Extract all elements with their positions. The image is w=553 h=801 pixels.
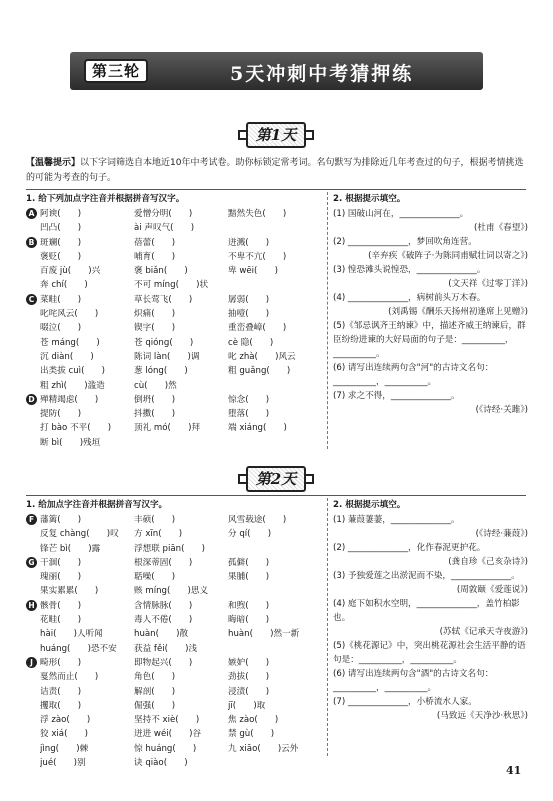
word-row	[40, 670, 322, 684]
fill-item	[333, 319, 528, 361]
word-row	[40, 393, 322, 407]
word-item: 倒坍( )	[134, 394, 176, 405]
word-row	[40, 570, 322, 584]
day1-heading	[238, 122, 314, 148]
word-item: 晦暗( )	[228, 615, 270, 626]
word-item: 哺育( )	[134, 251, 176, 262]
word-row	[40, 250, 322, 264]
word-item: cù( )然	[134, 380, 177, 391]
word-item: 惊 huáng( )	[134, 743, 197, 754]
round-badge: 第三轮	[84, 59, 148, 83]
word-item: 坚持不 xiè( )	[134, 715, 200, 726]
word-item: 毒人不倦( )	[134, 615, 193, 626]
day1-q2	[333, 192, 528, 417]
word-row	[40, 613, 322, 627]
word-item	[134, 436, 228, 450]
fill-item	[333, 541, 528, 569]
fill-source: (杜甫《春望》)	[474, 223, 528, 233]
word-item: 获益 fěi( )浅	[134, 643, 198, 654]
word-item	[228, 379, 322, 393]
fill-item	[333, 597, 528, 639]
fill-item	[333, 513, 528, 541]
word-item: 卑 wēi( )	[228, 266, 278, 277]
word-row	[40, 742, 322, 756]
word-item: 出类拔 cuì( )	[40, 366, 105, 377]
word-row	[40, 584, 322, 598]
word-item: 禁 gù( )	[228, 729, 275, 740]
fill-item	[333, 263, 528, 291]
word-item: 赅 míng( )思义	[134, 586, 209, 597]
word-item: 干涸( )	[40, 557, 82, 568]
word-row	[40, 627, 322, 641]
word-item: 叱咤风云( )	[40, 309, 99, 320]
fill-source: (辛弃疾《破阵子·为陈同甫赋壮词以寄之》)	[368, 251, 528, 261]
word-item: 粗 zhì( )滥造	[40, 380, 105, 391]
word-item: 戛然而止( )	[40, 672, 99, 683]
word-item: 丰硕( )	[134, 515, 176, 525]
fill-item	[333, 361, 528, 389]
word-item: 锋芒 bì( )露	[40, 543, 101, 554]
word-item: 孱弱( )	[228, 294, 270, 305]
fill-line: (1) 国破山河在，______________。	[333, 209, 469, 219]
word-item: 劲拔( )	[228, 672, 270, 683]
word-item	[228, 542, 322, 556]
word-group	[26, 393, 322, 450]
fill-source: (马致远《天净沙·秋思》)	[436, 711, 528, 721]
word-item: 啜泣( )	[40, 323, 82, 334]
banner-title: 5天冲刺中考猜押练	[230, 63, 414, 85]
day2-q1	[26, 498, 322, 770]
word-row	[40, 221, 322, 235]
group-marker: D	[26, 394, 37, 405]
word-item: 浮想联 piān( )	[134, 543, 205, 554]
word-item: 九 xiāo( )云外	[228, 743, 299, 754]
word-row	[40, 685, 322, 699]
word-row	[40, 656, 322, 670]
word-item: 狡 xiá( )	[40, 729, 88, 740]
word-item: 聒噪( )	[134, 572, 176, 583]
fill-line: (2) ______________，化作春泥更护花。	[333, 543, 486, 553]
word-item: 嫉妒( )	[228, 657, 270, 668]
word-row	[40, 336, 322, 350]
word-row	[40, 207, 322, 221]
fill-source: (刘禹锡《酬乐天扬州初逢席上见赠》)	[388, 307, 528, 317]
day1-label: 第1天	[246, 122, 306, 148]
fill-source: (龚自珍《己亥杂诗》)	[448, 557, 528, 567]
day2-heading	[238, 466, 314, 492]
word-item: 果脯( )	[228, 572, 270, 583]
word-group	[26, 236, 322, 293]
word-item: 诀 qiào( )	[134, 758, 188, 769]
day2-column-divider	[327, 498, 328, 756]
word-item: huàn( )然一新	[228, 629, 300, 640]
word-row	[40, 642, 322, 656]
group-marker: H	[26, 600, 37, 611]
word-row	[40, 278, 322, 292]
word-row	[40, 513, 322, 527]
word-item: 爱憎分明( )	[134, 209, 193, 219]
word-item: cè 隐( )	[228, 337, 274, 348]
fill-line: (5)《桃花源记》中，突出桃花源社会生活平静的语句是：__________，__________。	[333, 641, 526, 665]
word-row	[40, 756, 322, 770]
word-item: jī( )取	[228, 700, 266, 711]
fill-line: (7) ______________，小桥流水人家。	[333, 697, 477, 707]
word-item: 蓓蕾( )	[134, 237, 176, 248]
word-item: 迸进 wéi( )谷	[134, 729, 202, 740]
word-group	[26, 293, 322, 393]
word-item: 孤僻( )	[228, 557, 270, 568]
word-item: 顶礼 mó( )拜	[134, 423, 201, 434]
word-item: 即物起兴( )	[134, 657, 193, 668]
word-item	[228, 221, 322, 235]
word-item: 迸溅( )	[228, 237, 270, 248]
fill-line: (1) 蒹葭萋萋，______________。	[333, 515, 460, 525]
word-item: 风雪载途( )	[228, 515, 287, 525]
word-row	[40, 293, 322, 307]
word-item	[228, 584, 322, 598]
word-item: 凹凸( )	[40, 223, 82, 234]
group-marker: C	[26, 294, 37, 305]
word-row	[40, 599, 322, 613]
word-item: 叱 zhà( )风云	[228, 351, 296, 362]
word-item: 阿谀( )	[40, 209, 82, 219]
word-item	[228, 436, 322, 450]
word-item: 不卑不亢( )	[228, 251, 287, 262]
word-item: 浸渍( )	[228, 686, 270, 697]
word-item: 畸形( )	[40, 657, 82, 668]
word-item: 斑斓( )	[40, 237, 82, 248]
word-row	[40, 307, 322, 321]
word-group	[26, 207, 322, 236]
word-item: 苍 máng( )	[40, 337, 100, 348]
fill-item	[333, 291, 528, 319]
word-item: 炽痛( )	[134, 309, 176, 320]
word-item: 攫取( )	[40, 700, 82, 711]
fill-item	[333, 569, 528, 597]
word-item: 端 xiáng( )	[228, 423, 287, 434]
word-item: 不可 míng( )状	[134, 280, 209, 291]
word-item: 百废 jù( )兴	[40, 266, 101, 277]
word-item: 黯然失色( )	[228, 209, 287, 219]
word-row	[40, 264, 322, 278]
fill-line: (3) 惶恐滩头说惶恐，______________。	[333, 265, 486, 275]
day1-q1	[26, 192, 322, 450]
word-item	[228, 642, 322, 656]
word-row	[40, 379, 322, 393]
word-item: 重峦叠嶂( )	[228, 323, 287, 334]
word-item: 堕落( )	[228, 409, 270, 420]
group-marker: J	[26, 657, 37, 668]
tip-label: 【温馨提示】	[26, 158, 81, 168]
word-item: jìng( )棘	[40, 743, 89, 754]
word-item: 菜畦( )	[40, 294, 82, 305]
word-row	[40, 236, 322, 250]
day1-q1-title: 1. 给下列加点字注音并根据拼音写汉字。	[26, 194, 185, 204]
word-item: 褒贬( )	[40, 251, 82, 262]
day2-label: 第2天	[246, 466, 306, 492]
word-row	[40, 713, 322, 727]
day2-q2-title: 2. 根据提示填空。	[333, 500, 406, 510]
word-row	[40, 542, 322, 556]
fill-source: (周敦颐《爱莲说》)	[456, 585, 528, 595]
word-item: 角色( )	[134, 672, 176, 683]
word-item: 解剖( )	[134, 686, 176, 697]
word-item: 瑰丽( )	[40, 572, 82, 583]
word-item: 褒 biǎn( )	[134, 266, 188, 277]
word-item: huáng( )恐不安	[40, 643, 117, 654]
tip-text: 以下字词筛选自本地近10年中考试卷。助你标锁定常考词。名句默写为排除近几年考查过的句子，根据考情挑选的可能为考查的句子。	[26, 158, 524, 183]
fill-source: (《诗经·关雎》)	[475, 405, 528, 415]
word-item: 奔 chí( )	[40, 280, 88, 291]
word-item: jué( )别	[40, 758, 86, 769]
fill-source: (《诗经·蒹葭》)	[475, 529, 528, 539]
word-row	[40, 556, 322, 570]
word-item: 含情脉脉( )	[134, 600, 193, 611]
group-marker: B	[26, 237, 37, 248]
fill-item	[333, 639, 528, 667]
fill-line: (5)《邹忌讽齐王纳谏》中，描述齐威王纳谏后，群臣纷纷进谏的大好局面的句子是：__________，__________。	[333, 321, 526, 359]
word-item: 苍 qióng( )	[134, 337, 194, 348]
word-item: 葱 lóng( )	[134, 366, 188, 377]
word-group	[26, 556, 322, 599]
word-item: huàn( )散	[134, 629, 189, 640]
word-item: 分 qí( )	[228, 529, 272, 540]
word-item: 花畦( )	[40, 615, 82, 626]
word-item	[228, 756, 322, 770]
day1-column-divider	[327, 192, 328, 449]
fill-line: (4) 庭下如积水空明，______________，盖竹柏影也。	[333, 599, 520, 623]
word-row	[40, 321, 322, 335]
fill-item	[333, 695, 528, 723]
word-item: 焦 zào( )	[228, 715, 279, 726]
day1-q2-title: 2. 根据提示填空。	[333, 194, 406, 204]
word-item: 和煦( )	[228, 600, 270, 611]
word-row	[40, 350, 322, 364]
word-item: 倔强( )	[134, 700, 176, 711]
word-row	[40, 407, 322, 421]
fill-item	[333, 389, 528, 417]
word-group	[26, 656, 322, 770]
fill-line: (2) ______________，梦回吹角连营。	[333, 237, 477, 247]
group-marker: A	[26, 208, 37, 219]
word-item	[228, 278, 322, 292]
fill-item	[333, 207, 528, 235]
page-number: 41	[506, 764, 522, 777]
group-marker: G	[26, 557, 37, 568]
word-item: 陈词 làn( )调	[134, 351, 200, 362]
word-item: 沉 diàn( )	[40, 351, 94, 362]
word-item: 诘责( )	[40, 686, 82, 697]
word-item: 反复 chàng( )叹	[40, 529, 119, 540]
word-row	[40, 727, 322, 741]
word-item: 骸骨( )	[40, 600, 82, 611]
fill-line: (7) 求之不得，______________。	[333, 391, 460, 401]
word-item: 方 xīn( )	[134, 529, 183, 540]
word-item: 殚精竭虑( )	[40, 394, 99, 405]
tip-paragraph	[26, 156, 526, 186]
word-item: 藩篱( )	[40, 515, 82, 525]
word-item: 果实累累( )	[40, 586, 99, 597]
word-row	[40, 436, 322, 450]
word-item: 惊念( )	[228, 394, 270, 405]
fill-item	[333, 235, 528, 263]
word-row	[40, 699, 322, 713]
word-row	[40, 364, 322, 378]
day2-top-rule	[26, 495, 526, 496]
word-item: 浮 zào( )	[40, 715, 91, 726]
word-item: 打 bào 不平( )	[40, 423, 112, 434]
fill-line: (3) 予独爱莲之出淤泥而不染，______________。	[333, 571, 520, 581]
word-item: 草长莺飞( )	[134, 294, 193, 305]
word-item: 抽噎( )	[228, 309, 270, 320]
word-item: hài( )人听闻	[40, 629, 103, 640]
word-group	[26, 599, 322, 656]
fill-source: (苏轼《记承天寺夜游》)	[439, 627, 528, 637]
word-row	[40, 421, 322, 435]
word-item: 抖擞( )	[134, 409, 176, 420]
fill-line: (6) 请写出连续两句含"酒"的古诗文名句：__________，__________。	[333, 669, 494, 693]
fill-line: (4) ______________，病树前头万木春。	[333, 293, 486, 303]
fill-source: (文天祥《过零丁洋》)	[448, 279, 528, 289]
day1-top-rule	[26, 189, 526, 190]
word-item: 根深蒂固( )	[134, 557, 193, 568]
word-row	[40, 527, 322, 541]
word-item: 锲字( )	[134, 323, 176, 334]
day2-q1-title: 1. 给加点字注音并根据拼音写汉字。	[26, 500, 168, 510]
fill-line: (6) 请写出连续两句含"河"的古诗文名句：__________，__________。	[333, 363, 494, 387]
word-item: 断 bì( )残垣	[40, 437, 101, 448]
group-marker: F	[26, 514, 37, 525]
day2-q2	[333, 498, 528, 723]
fill-item	[333, 667, 528, 695]
section-banner	[70, 52, 483, 90]
word-item: ài 声叹气( )	[134, 223, 195, 234]
word-item: 粗 guǎng( )	[228, 366, 291, 377]
word-group	[26, 513, 322, 556]
word-item: 提防( )	[40, 409, 82, 420]
